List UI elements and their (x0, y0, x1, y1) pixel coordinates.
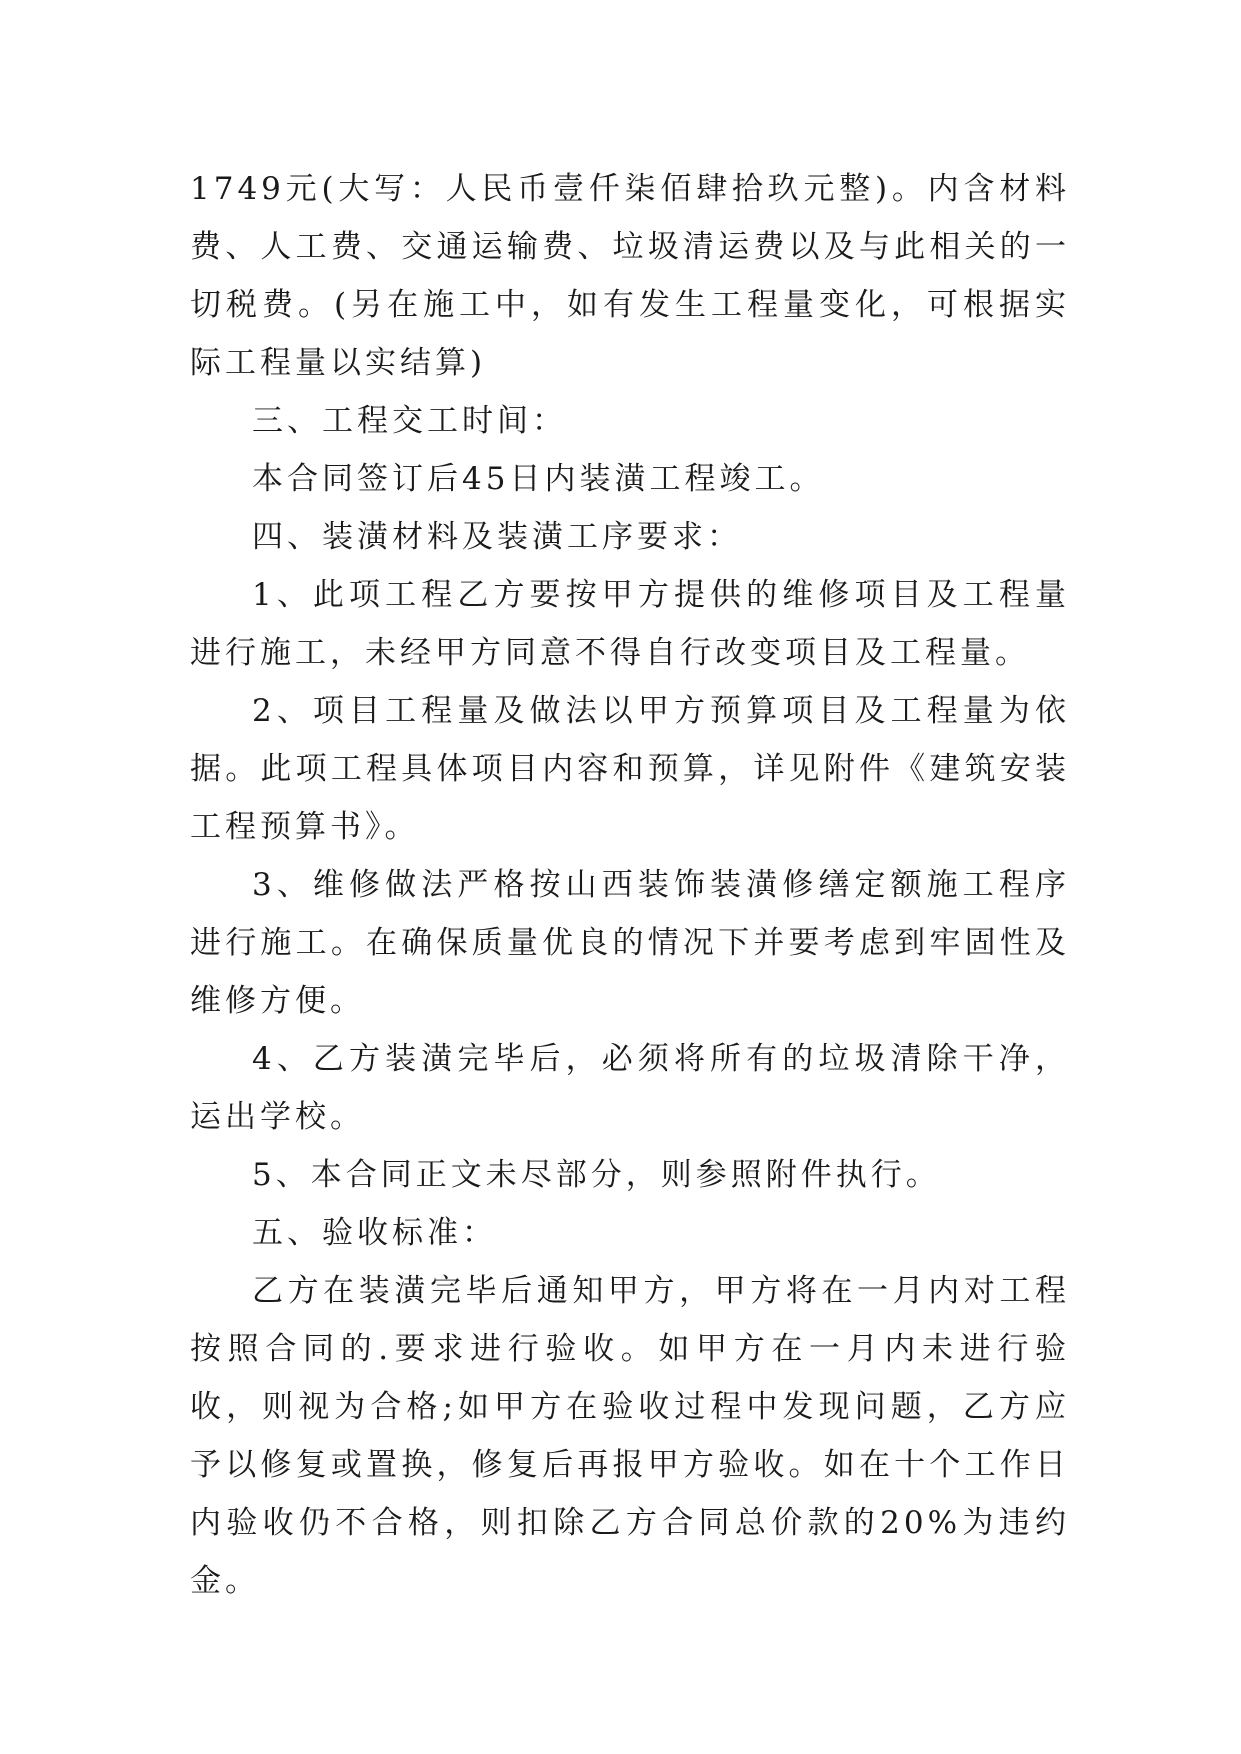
paragraph-acceptance-terms: 乙方在装潢完毕后通知甲方，甲方将在一月内对工程按照合同的.要求进行验收。如甲方在一月内未进行验收，则视为合格;如甲方在验收过程中发现问题，乙方应予以修复或置换，修复后再报甲方验收。如在十个工作日内验收仍不合格，则扣除乙方合同总价款的20%为违约金。 (190, 1273, 1070, 1599)
heading-completion-time: 三、工程交工时间： (252, 403, 567, 439)
heading-acceptance-standard: 五、验收标准： (252, 1215, 497, 1251)
clause-5: 5、本合同正文未尽部分，则参照附件执行。 (252, 1157, 941, 1193)
clause-2: 2、项目工程量及做法以甲方预算项目及工程量为依据。此项工程具体项目内容和预算，详见附件《建筑安装工程预算书》。 (190, 693, 1070, 845)
clause-4: 4、乙方装潢完毕后，必须将所有的垃圾清除干净，运出学校。 (190, 1041, 1070, 1135)
clause-1: 1、此项工程乙方要按甲方提供的维修项目及工程量进行施工，未经甲方同意不得自行改变项目及工程量。 (190, 577, 1070, 671)
paragraph-completion-deadline: 本合同签订后45日内装潢工程竣工。 (252, 461, 825, 497)
heading-materials-requirements: 四、装潢材料及装潢工序要求： (252, 519, 742, 555)
clause-3: 3、维修做法严格按山西装饰装潢修缮定额施工程序进行施工。在确保质量优良的情况下并要考虑到牢固性及维修方便。 (190, 867, 1070, 1019)
paragraph-price-terms: 1749元(大写：人民币壹仟柒佰肆拾玖元整)。内含材料费、人工费、交通运输费、垃圾清运费以及与此相关的一切税费。(另在施工中，如有发生工程量变化，可根据实际工程量以实结算) (190, 171, 1070, 381)
document-page (190, 160, 1070, 1610)
